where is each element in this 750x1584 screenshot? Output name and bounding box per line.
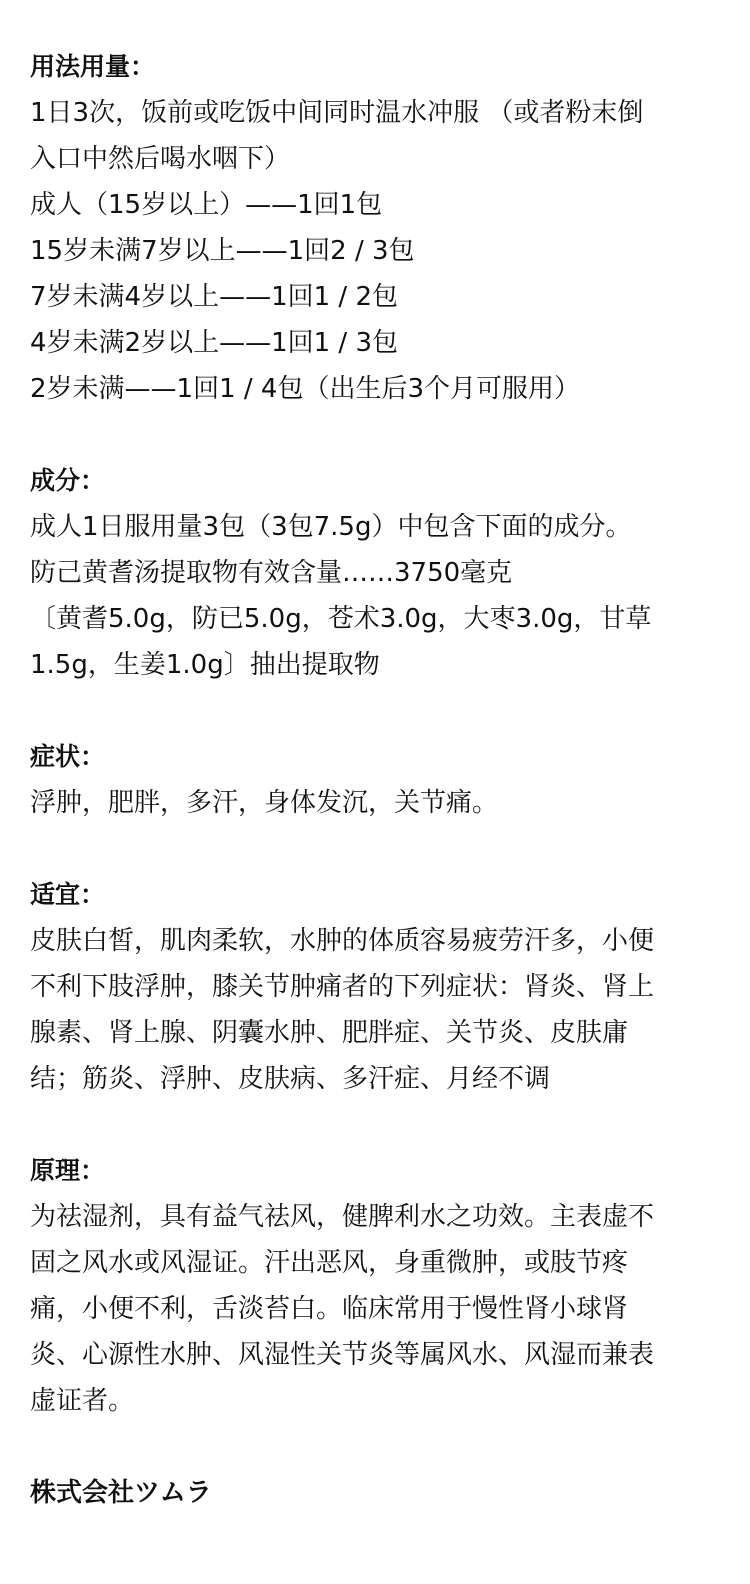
text-line: 浮肿，肥胖，多汗，身体发沉，关节痛。 bbox=[30, 788, 499, 818]
section-heading: 原理： bbox=[30, 1156, 106, 1185]
text-line: 4岁未满2岁以上——1回1 / 3包 bbox=[30, 328, 398, 358]
section-spacer bbox=[30, 688, 720, 734]
text-line: 痛，小便不利，舌淡苔白。临床常用于慢性肾小球肾 bbox=[30, 1294, 629, 1324]
text-line: 1.5g，生姜1.0g〕抽出提取物 bbox=[30, 650, 380, 680]
text-line: 结；筋炎、浮肿、皮肤病、多汗症、月经不调 bbox=[30, 1064, 551, 1094]
text-line: 成人（15岁以上）——1回1包 bbox=[30, 190, 383, 220]
text-line: 成人1日服用量3包（3包7.5g）中包含下面的成分。 bbox=[30, 512, 632, 542]
text-line: 〔黄耆5.0g，防已5.0g，苍术3.0g，大枣3.0g，甘草 bbox=[30, 604, 652, 634]
text-line: 防己黄耆汤提取物有效含量……3750毫克 bbox=[30, 558, 513, 588]
section-spacer bbox=[30, 826, 720, 872]
text-line: 7岁未满4岁以上——1回1 / 2包 bbox=[30, 282, 398, 312]
section-heading: 用法用量： bbox=[30, 52, 156, 81]
document-page bbox=[30, 44, 720, 1516]
section-symptoms bbox=[30, 734, 720, 826]
section-heading: 适宜： bbox=[30, 880, 106, 909]
text-line: 腺素、肾上腺、阴囊水肿、肥胖症、关节炎、皮肤庸 bbox=[30, 1018, 629, 1048]
text-line: 15岁未满7岁以上——1回2 / 3包 bbox=[30, 236, 415, 266]
section-heading: 成分： bbox=[30, 466, 106, 495]
text-line: 入口中然后喝水咽下） bbox=[30, 144, 291, 174]
company-name: 株式会社ツムラ bbox=[30, 1478, 212, 1508]
text-line: 皮肤白皙，肌肉柔软，水肿的体质容易疲劳汗多，小便 bbox=[30, 926, 655, 956]
section-ingredients bbox=[30, 458, 720, 688]
section-suitable bbox=[30, 872, 720, 1102]
text-line: 固之风水或风湿证。汗出恶风，身重微肿，或肢节疼 bbox=[30, 1248, 629, 1278]
section-spacer bbox=[30, 1424, 720, 1470]
section-usage-dosage bbox=[30, 44, 720, 412]
section-heading: 症状： bbox=[30, 742, 106, 771]
text-line: 虚证者。 bbox=[30, 1386, 135, 1416]
text-line: 1日3次，饭前或吃饭中间同时温水冲服 （或者粉末倒 bbox=[30, 98, 644, 128]
text-line: 为祛湿剂，具有益气祛风，健脾利水之功效。主表虚不 bbox=[30, 1202, 655, 1232]
section-principle bbox=[30, 1148, 720, 1424]
text-line: 炎、心源性水肿、风湿性关节炎等属风水、风湿而兼表 bbox=[30, 1340, 655, 1370]
text-line: 不利下肢浮肿，膝关节肿痛者的下列症状：肾炎、肾上 bbox=[30, 972, 655, 1002]
section-spacer bbox=[30, 1102, 720, 1148]
section-spacer bbox=[30, 412, 720, 458]
text-line: 2岁未满——1回1 / 4包（出生后3个月可服用） bbox=[30, 374, 580, 404]
